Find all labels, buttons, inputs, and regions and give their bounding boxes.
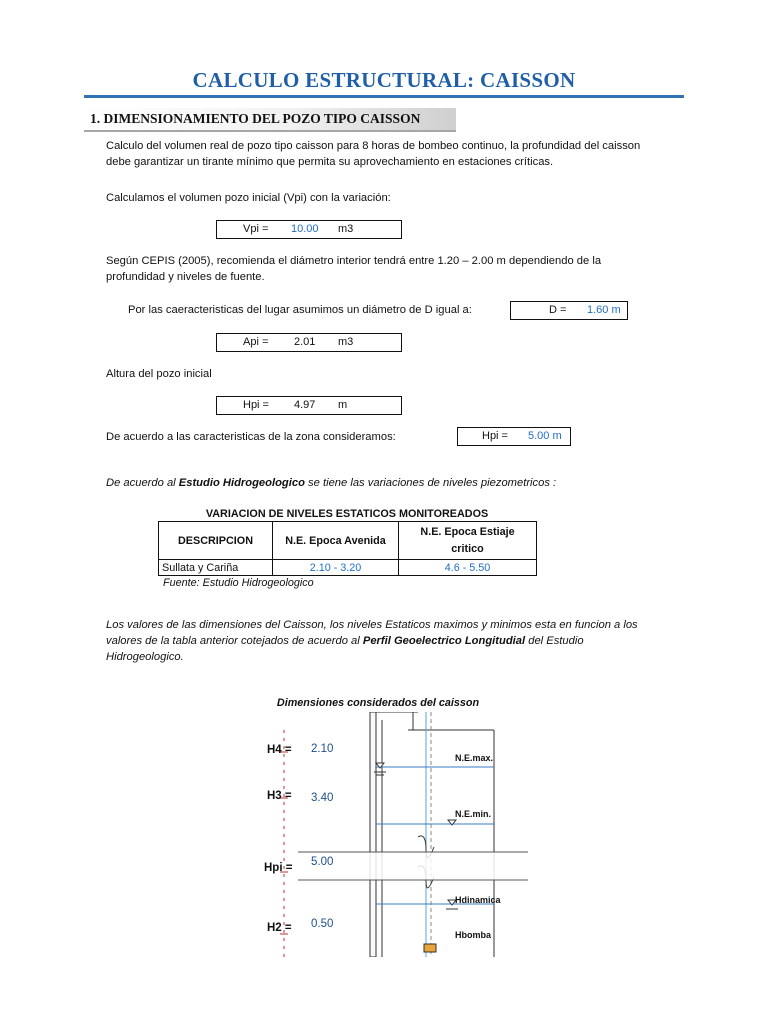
header-estiaje-line-2: critico <box>451 542 484 555</box>
hydro-bold: Estudio Hidrogeologico <box>178 477 305 489</box>
left-wall-outer <box>370 712 376 957</box>
header-avenida: N.E. Epoca Avenida <box>273 522 399 560</box>
table-source: Fuente: Estudio Hidrogeologico <box>163 577 314 589</box>
figure-title: Dimensiones considerados del caisson <box>276 697 480 709</box>
vpi-label: Vpi = <box>243 223 269 235</box>
hpi-zone-value: 5.00 m <box>528 430 562 442</box>
tag-ne-min: N.E.min. <box>455 809 492 819</box>
dims-line-2 <box>106 633 676 649</box>
cell-description: Sullata y Cariña <box>159 560 273 576</box>
water-symbols <box>374 763 458 909</box>
hpi-unit: m <box>338 399 348 411</box>
cepis-paragraph <box>106 253 676 285</box>
header-estiaje <box>399 522 537 560</box>
label-h3: H3 = <box>267 790 292 802</box>
hpi-zone-label: Hpi = <box>482 430 508 442</box>
cepis-line-1: Según CEPIS (2005), recomienda el diámetro interior tendrá entre 1.20 – 2.00 m dependiendo de la <box>106 255 602 267</box>
diameter-intro: Por las caeracteristicas del lugar asumimos un diámetro de D igual a: <box>128 304 472 316</box>
value-hpi: 5.00 <box>311 856 334 868</box>
vpi-unit: m3 <box>338 223 354 235</box>
table-title: VARIACION DE NIVELES ESTATICOS MONITOREADOS <box>205 508 489 520</box>
api-unit: m3 <box>338 336 354 348</box>
value-h2: 0.50 <box>311 918 334 930</box>
label-h4: H4 = <box>267 744 292 756</box>
tag-hdinamica: Hdinamica <box>455 895 501 905</box>
dims-line-1: Los valores de las dimensiones del Caisson, los niveles Estaticos maximos y minimos esta en funcion a los <box>106 619 638 631</box>
vpi-box <box>216 220 402 239</box>
dims-line-2-pre: valores de la tabla anterior cotejados de acuerdo al <box>106 635 363 647</box>
diameter-value: 1.60 m <box>587 304 621 316</box>
value-h4: 2.10 <box>311 743 334 755</box>
dims-line-3: Hidrogeologico. <box>106 651 184 663</box>
hpi-zone-box <box>457 427 571 446</box>
zone-intro: De acuerdo a las caracteristicas de la zona consideramos: <box>106 431 396 443</box>
pump-icon <box>424 944 436 952</box>
cell-avenida: 2.10 - 3.20 <box>273 560 399 576</box>
table-header-row <box>159 522 537 560</box>
hydro-post: se tiene las variaciones de niveles piezometricos : <box>304 477 557 489</box>
intro-line-1: Calculo del volumen real de pozo tipo caisson para 8 horas de bombeo continuo, la profundidad del caisson <box>106 140 641 152</box>
hpi-label: Hpi = <box>243 399 269 411</box>
title-rule <box>84 95 684 98</box>
vpi-value: 10.00 <box>291 223 319 235</box>
api-label: Api = <box>243 336 269 348</box>
api-box <box>216 333 402 352</box>
cepis-line-2: profundidad y niveles de fuente. <box>106 271 265 283</box>
value-h3: 3.40 <box>311 792 334 804</box>
intro-paragraph <box>106 138 676 170</box>
height-intro: Altura del pozo inicial <box>106 368 212 380</box>
tag-hbomba: Hbomba <box>455 930 491 940</box>
table-row <box>159 560 537 576</box>
label-h2: H2 = <box>267 922 292 934</box>
levels-table <box>158 521 537 576</box>
label-hpi: Hpi = <box>264 862 293 874</box>
page-title: CALCULO ESTRUCTURAL: CAISSON <box>192 68 576 92</box>
header-estiaje-line-1: N.E. Epoca Estiaje <box>420 525 515 538</box>
dims-line-2-bold: Perfil Geoelectrico Longitudial <box>362 635 526 647</box>
hydro-paragraph <box>106 475 676 491</box>
diameter-label: D = <box>549 304 567 316</box>
dims-paragraph <box>106 617 676 665</box>
dims-line-2-post: del Estudio <box>525 635 584 647</box>
diameter-box <box>510 301 628 320</box>
caisson-diagram <box>258 712 528 957</box>
api-value: 2.01 <box>294 336 316 348</box>
hpi-value: 4.97 <box>294 399 316 411</box>
cell-estiaje: 4.6 - 5.50 <box>399 560 537 576</box>
vpi-intro: Calculamos el volumen pozo inicial (Vpi) con la variación: <box>106 192 391 204</box>
header-description: DESCRIPCION <box>159 522 273 560</box>
hpi-box <box>216 396 402 415</box>
intro-line-2: debe garantizar un tirante mínimo que permita su aprovechamiento en estaciones críticas. <box>106 156 554 168</box>
section-title: 1. DIMENSIONAMIENTO DEL POZO TIPO CAISSON <box>90 111 421 126</box>
tag-ne-max: N.E.max. <box>455 753 494 763</box>
hydro-pre: De acuerdo al <box>106 477 179 489</box>
